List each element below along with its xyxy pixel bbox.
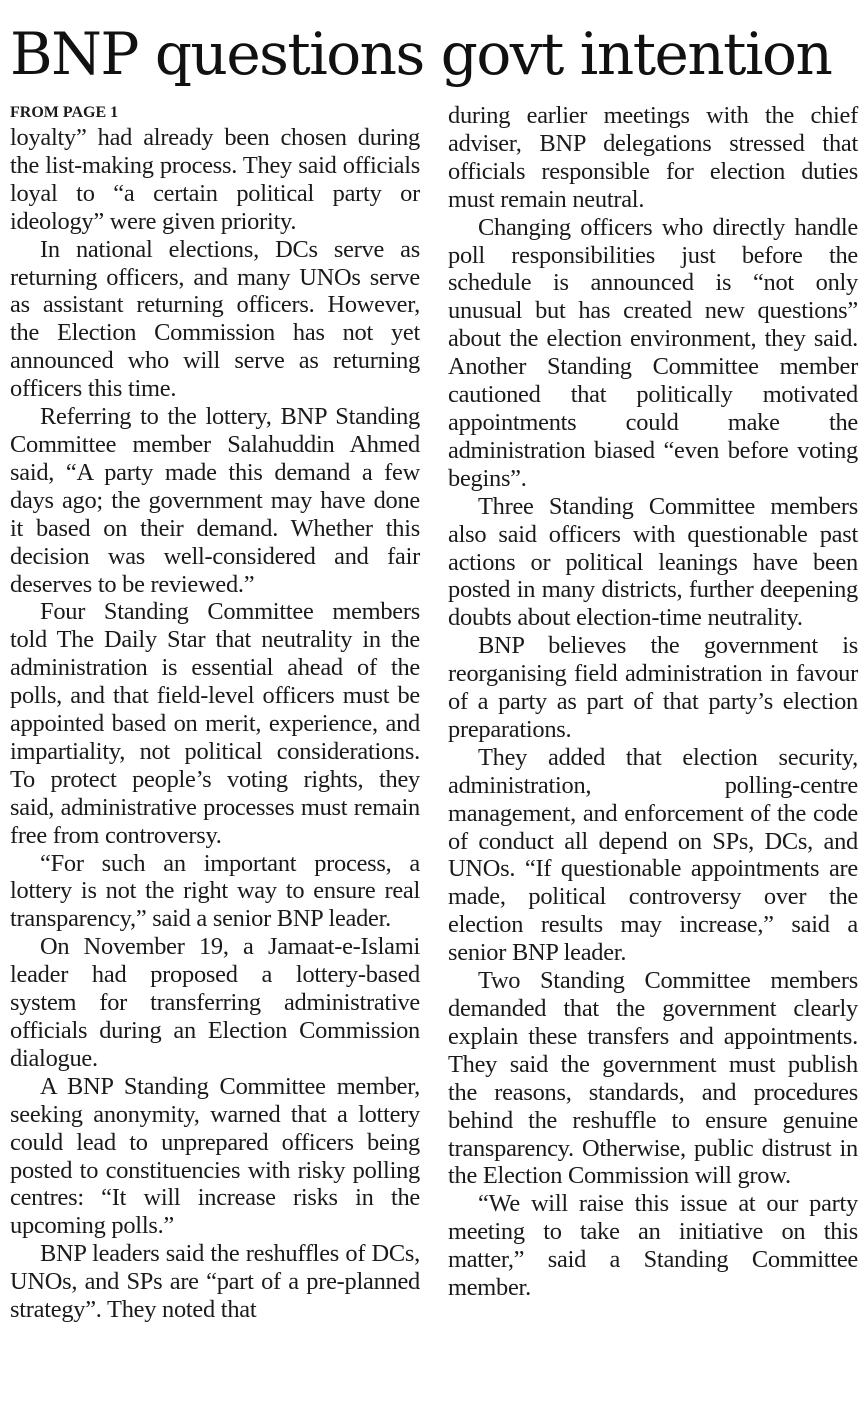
paragraph: “For such an important process, a lottery is not the right way to ensure real transparency,” said a senior BNP leader.	[10, 849, 420, 933]
paragraph: BNP believes the government is reorganising field administration in favour of a party as part of that party’s election preparations.	[448, 632, 858, 743]
paragraph: Three Standing Committee members also said officers with questionable past actions or political leanings have been posted in many districts, further deepening doubts about election-time neutrality.	[448, 492, 858, 632]
paragraph: Four Standing Committee members told The Daily Star that neutrality in the administration is essential ahead of the polls, and that field-level officers must be appointed based on merit, experience, and impartiality, not political considerations. To protect people’s voting rights, they said, administrative processes must remain free from controversy.	[10, 598, 420, 849]
paragraph: On November 19, a Jamaat-e-Islami leader had proposed a lottery-based system for transferring administrative officials during an Election Commission dialogue.	[10, 933, 420, 1072]
paragraph: They added that election security, administration, polling-centre management, and enforcement of the code of conduct all depend on SPs, DCs, and UNOs. “If questionable appointments are made, political controversy over the election results may increase,” said a senior BNP leader.	[448, 743, 858, 967]
paragraph: Referring to the lottery, BNP Standing Committee member Salahuddin Ahmed said, “A party made this demand a few days ago; the government may have done it based on their demand. Whether this decision was well-considered and fair deserves to be reviewed.”	[10, 403, 420, 598]
article-column-right	[448, 102, 858, 1302]
paragraph: Two Standing Committee members demanded that the government clearly explain these transfers and appointments. They said the government must publish the reasons, standards, and procedures behind the reshuffle to ensure genuine transparency. Otherwise, public distrust in the Election Commission will grow.	[448, 967, 858, 1190]
paragraph: Changing officers who directly handle poll responsibilities just before the schedule is announced is “not only unusual but has created new questions” about the election environment, they said. Another Standing Committee member cautioned that politically motivated appointments could make the administration biased “even before voting begins”.	[448, 213, 858, 492]
paragraph: “We will raise this issue at our party meeting to take an initiative on this matter,” said a Standing Committee member.	[448, 1190, 858, 1302]
paragraph: BNP leaders said the reshuffles of DCs, UNOs, and SPs are “part of a pre-planned strategy”. They noted that	[10, 1240, 420, 1324]
continuation-label: FROM PAGE 1	[10, 104, 119, 121]
paragraph: loyalty” had already been chosen during the list-making process. They said officials loyal to “a certain political party or ideology” were given priority.	[10, 124, 420, 235]
headline: BNP questions govt intention	[10, 20, 832, 88]
article-column-left	[10, 102, 420, 1324]
paragraph: A BNP Standing Committee member, seeking anonymity, warned that a lottery could lead to unprepared officers being posted to constituencies with risky polling centres: “It will increase risks in the upcoming polls.”	[10, 1072, 420, 1240]
paragraph: during earlier meetings with the chief adviser, BNP delegations stressed that officials responsible for election duties must remain neutral.	[448, 102, 858, 213]
paragraph: In national elections, DCs serve as returning officers, and many UNOs serve as assistant returning officers. However, the Election Commission has not yet announced who will serve as returning officers this time.	[10, 235, 420, 403]
